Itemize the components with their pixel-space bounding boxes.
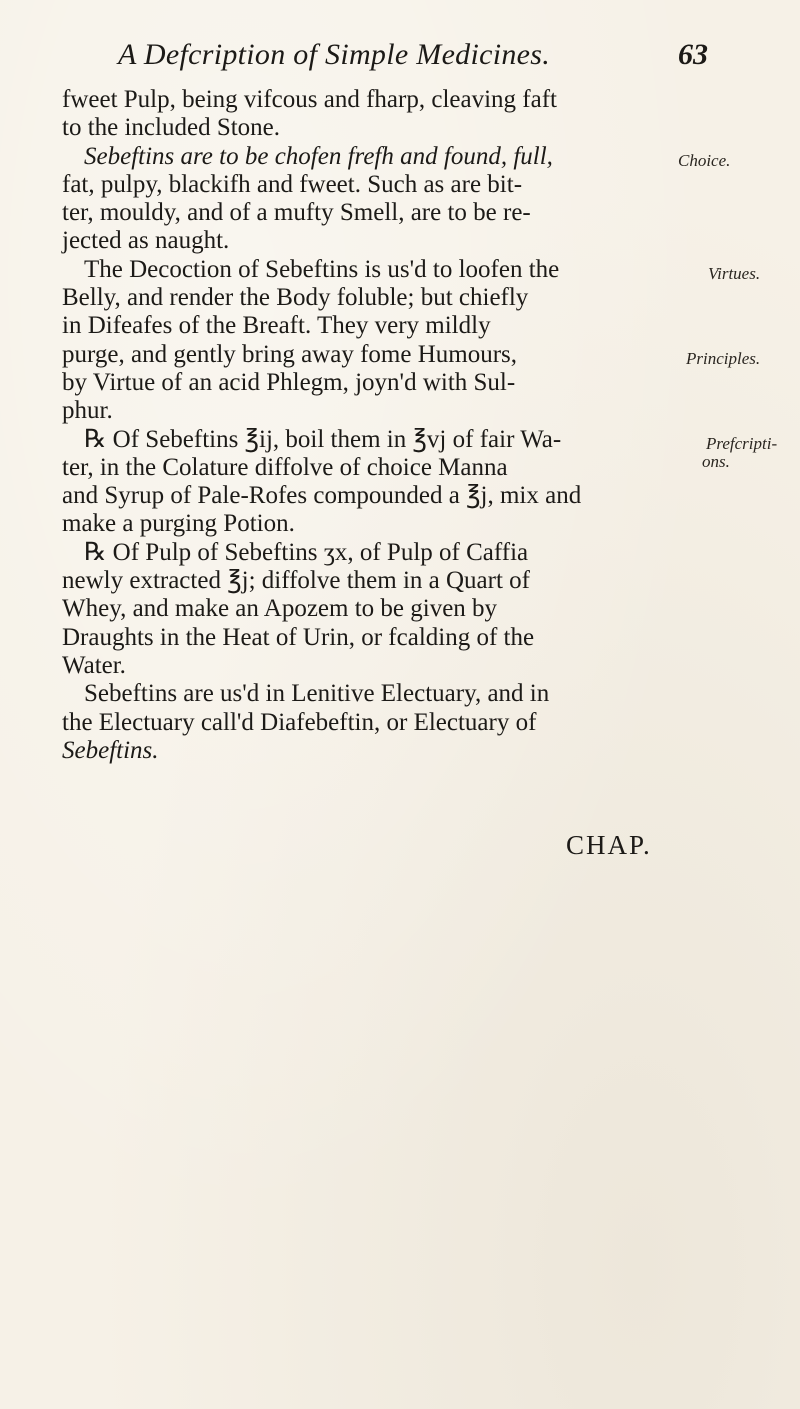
text-line: Draughts in the Heat of Urin, or fcalding of the (62, 623, 535, 651)
text-line: Sebeftins are us'd in Lenitive Electuary, and in (84, 680, 550, 708)
text-line: by Virtue of an acid Phlegm, joyn'd with Sul- (62, 368, 516, 396)
margin-note-prescriptions-cont: ons. (702, 452, 730, 471)
margin-note-choice: Choice. (678, 151, 731, 170)
text-line: ter, mouldy, and of a mufty Smell, are to be re- (62, 199, 531, 227)
text-line: Whey, and make an Apozem to be given by (62, 595, 498, 623)
text-line: Belly, and render the Body foluble; but chiefly (62, 284, 529, 312)
text-line: make a purging Potion. (62, 510, 295, 538)
running-head (118, 38, 708, 78)
text-line: jected as naught. (62, 227, 230, 255)
text-line: phur. (62, 397, 113, 425)
text-line: purge, and gently bring away fome Humours, (62, 340, 517, 368)
margin-note-prescriptions: Prefcripti- (706, 434, 778, 453)
recipe-line: ℞ Of Sebeftins ℥ij, boil them in ℥vj of fair Wa- (84, 425, 562, 453)
text-line: the Electuary call'd Diafebeftin, or Electuary of (62, 708, 537, 736)
text-line: in Difeafes of the Breaft. They very mildly (62, 312, 491, 340)
text-line: fat, pulpy, blackifh and fweet. Such as are bit- (62, 170, 523, 198)
margin-note-virtues: Virtues. (708, 264, 761, 283)
margin-note-principles: Principles. (686, 349, 761, 368)
page-number: 63 (678, 38, 708, 71)
page-title: A Defcription of Simple Medicines. (118, 38, 551, 71)
text-line: to the included Stone. (62, 114, 281, 142)
text-line: Sebeftins are to be chofen frefh and found, full, (84, 142, 553, 170)
recipe-line: ℞ Of Pulp of Sebeftins ʒx, of Pulp of Caffia (84, 538, 529, 566)
text-line: fweet Pulp, being vifcous and fharp, cleaving faft (62, 86, 557, 113)
body-text (62, 86, 692, 765)
text-line: and Syrup of Pale-Rofes compounded a ℥j, mix and (62, 482, 582, 510)
text-line: newly extracted ℥j; diffolve them in a Quart of (62, 567, 530, 595)
text-line: The Decoction of Sebeftins is us'd to loofen the (84, 255, 560, 283)
catchword: CHAP. (566, 830, 652, 860)
text-line: Water. (62, 651, 126, 679)
text-line: Sebeftins. (62, 736, 159, 764)
text-line: ter, in the Colature diffolve of choice Manna (62, 453, 508, 481)
